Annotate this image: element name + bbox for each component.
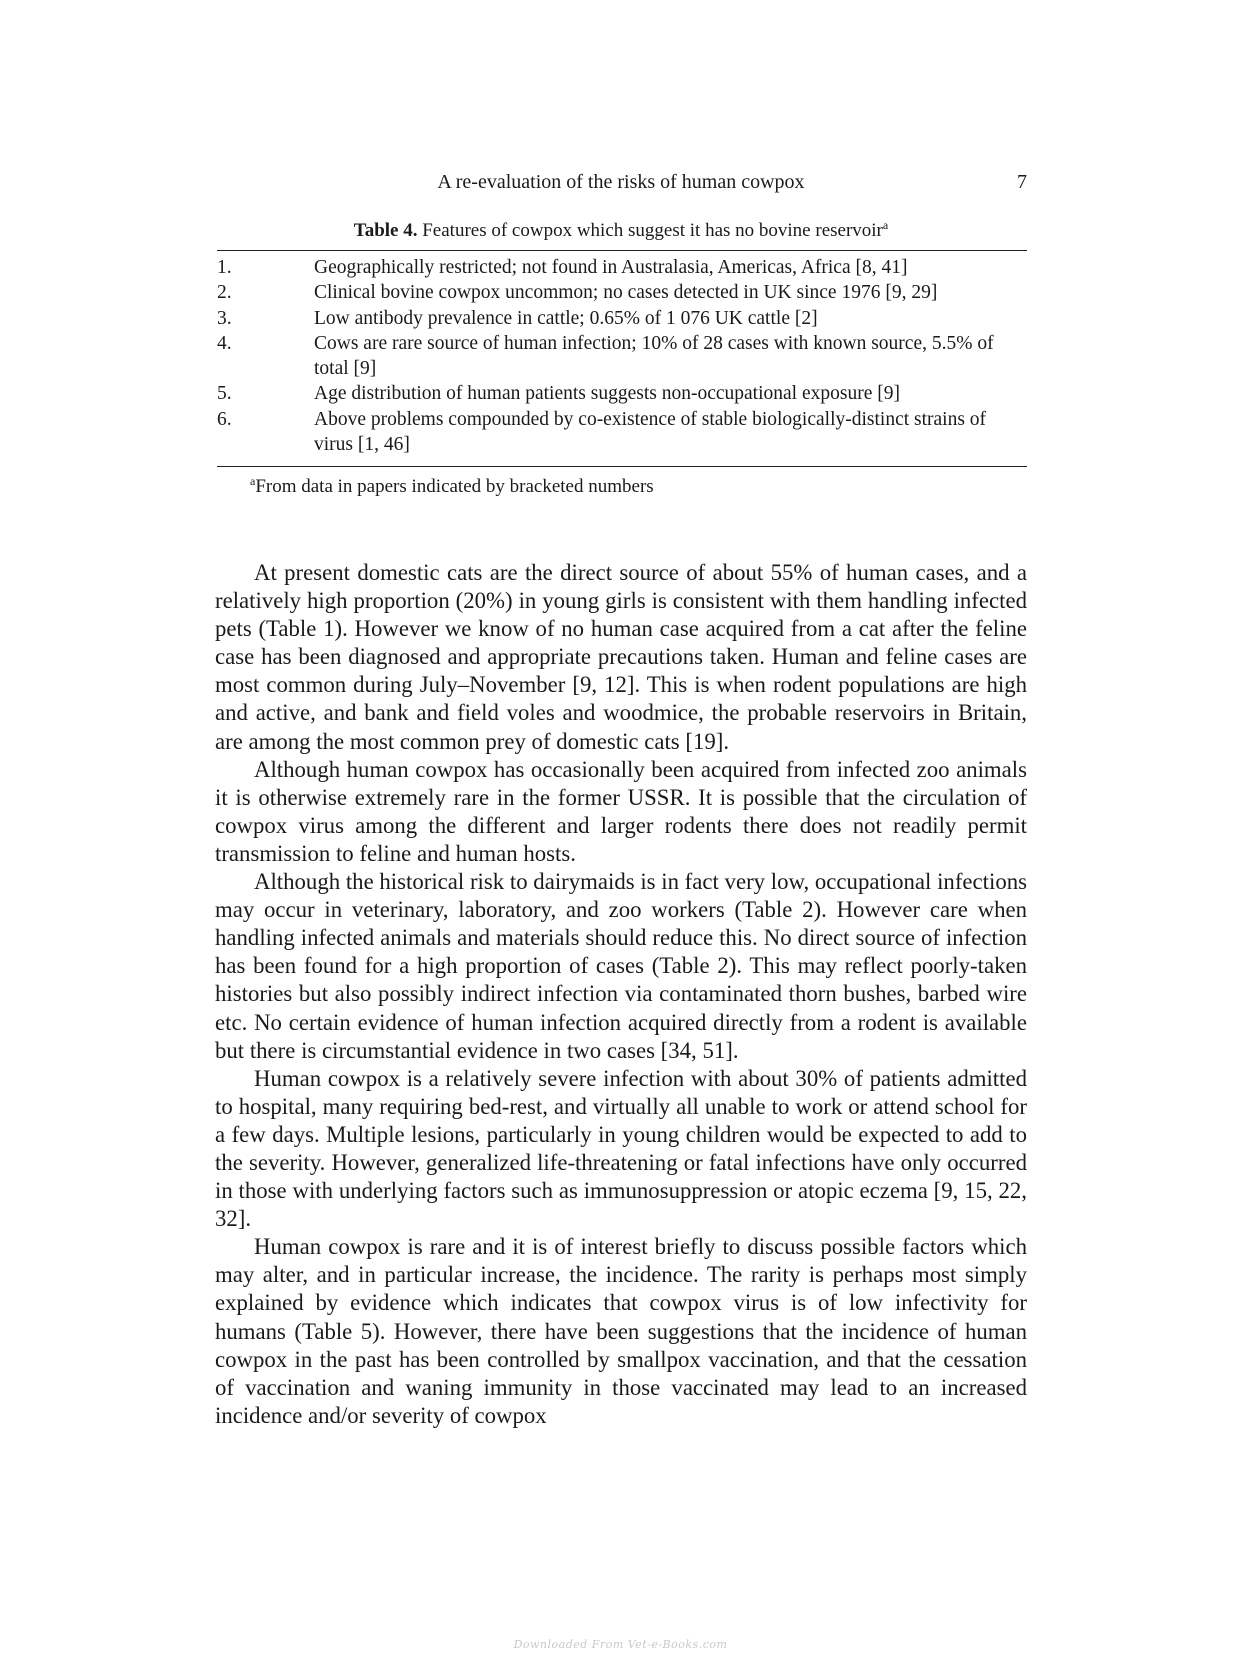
table-row bbox=[217, 331, 1027, 382]
row-number: 1. bbox=[217, 257, 232, 278]
table-body bbox=[217, 255, 1027, 457]
body-text bbox=[215, 559, 1027, 1430]
row-number: 4. bbox=[217, 332, 232, 354]
table-row bbox=[217, 255, 1027, 280]
row-text: Clinical bovine cowpox uncommon; no cases detected in UK since 1976 [9, 29] bbox=[314, 282, 938, 304]
table-label: Table 4. bbox=[353, 220, 418, 241]
footnote-text: From data in papers indicated by bracketed numbers bbox=[255, 476, 654, 497]
table-top-rule bbox=[217, 250, 1027, 251]
row-text: Above problems compounded by co-existence of stable biologically-distinct strains of virus [1, 46] bbox=[314, 408, 987, 456]
running-head bbox=[215, 168, 1027, 196]
page-number: 7 bbox=[1017, 171, 1027, 193]
table-caption-text: Features of cowpox which suggest it has no bovine reservoir bbox=[422, 220, 883, 241]
paragraph: Human cowpox is a relatively severe infection with about 30% of patients admitted to hospital, many requiring bed-rest, and virtually all unable to work or attend school for a few days. Multiple lesions, particularly in young children would be expected to add to the severity. However, generalized life-threatening or fatal infections have only occurred in those with underlying factors such as immunosuppression or atopic eczema [9, 15, 22, 32]. bbox=[215, 1065, 1027, 1232]
table-row bbox=[217, 306, 1027, 331]
table-footnote bbox=[250, 474, 654, 500]
table-bottom-rule bbox=[217, 466, 1027, 467]
row-number: 2. bbox=[217, 282, 232, 304]
paragraph: Although human cowpox has occasionally been acquired from infected zoo animals it is otherwise extremely rare in the former USSR. It is possible that the circulation of cowpox virus among the different and larger rodents there does not readily permit transmission to feline and human hosts. bbox=[215, 756, 1027, 866]
table-caption bbox=[215, 218, 1027, 244]
table-row bbox=[217, 280, 1027, 305]
row-number: 3. bbox=[217, 307, 232, 329]
row-number: 6. bbox=[217, 408, 232, 430]
paragraph: Human cowpox is rare and it is of interest briefly to discuss possible factors which may alter, and in particular increase, the incidence. The rarity is perhaps most simply explained by evidence which indicates that cowpox virus is of low infectivity for humans (Table 5). However, there have been suggestions that the incidence of human cowpox in the past has been controlled by smallpox vaccination, and that the cessation of vaccination and waning immunity in those vaccinated may lead to an increased incidence and/or severity of cowpox bbox=[215, 1234, 1027, 1428]
paragraph: Although the historical risk to dairymaids is in fact very low, occupational infections may occur in veterinary, laboratory, and zoo workers (Table 2). However care when handling infected animals and materials should reduce this. No direct source of infection has been found for a high proportion of cases (Table 2). This may reflect poorly-taken histories but also possibly indirect infection via contaminated thorn bushes, barbed wire etc. No certain evidence of human infection acquired directly from a rodent is available but there is circumstantial evidence in two cases [34, 51]. bbox=[215, 869, 1027, 1063]
footnote-marker: a bbox=[250, 474, 256, 488]
running-title: A re-evaluation of the risks of human cowpox bbox=[437, 171, 805, 193]
table-caption-note-marker: a bbox=[882, 218, 889, 232]
watermark: Downloaded From Vet-e-Books.com bbox=[513, 1638, 728, 1651]
row-text: Cows are rare source of human infection; 10% of 28 cases with known source, 5.5% of total [9] bbox=[314, 332, 994, 380]
row-number: 5. bbox=[217, 383, 232, 405]
row-text: Age distribution of human patients suggests non-occupational exposure [9] bbox=[314, 383, 900, 405]
row-text: Geographically restricted; not found in Australasia, Americas, Africa [8, 41] bbox=[314, 257, 908, 278]
table-row bbox=[217, 381, 1027, 406]
table-row bbox=[217, 407, 1027, 458]
row-text: Low antibody prevalence in cattle; 0.65% of 1 076 UK cattle [2] bbox=[314, 307, 818, 329]
paragraph: At present domestic cats are the direct source of about 55% of human cases, and a relatively high proportion (20%) in young girls is consistent with them handling infected pets (Table 1). However we know of no human case acquired from a cat after the feline case has been diagnosed and appropriate precautions taken. Human and feline cases are most common during July–November [9, 12]. This is when rodent populations are high and active, and bank and field voles and woodmice, the probable reservoirs in Britain, are among the most common prey of domestic cats [19]. bbox=[215, 560, 1027, 754]
